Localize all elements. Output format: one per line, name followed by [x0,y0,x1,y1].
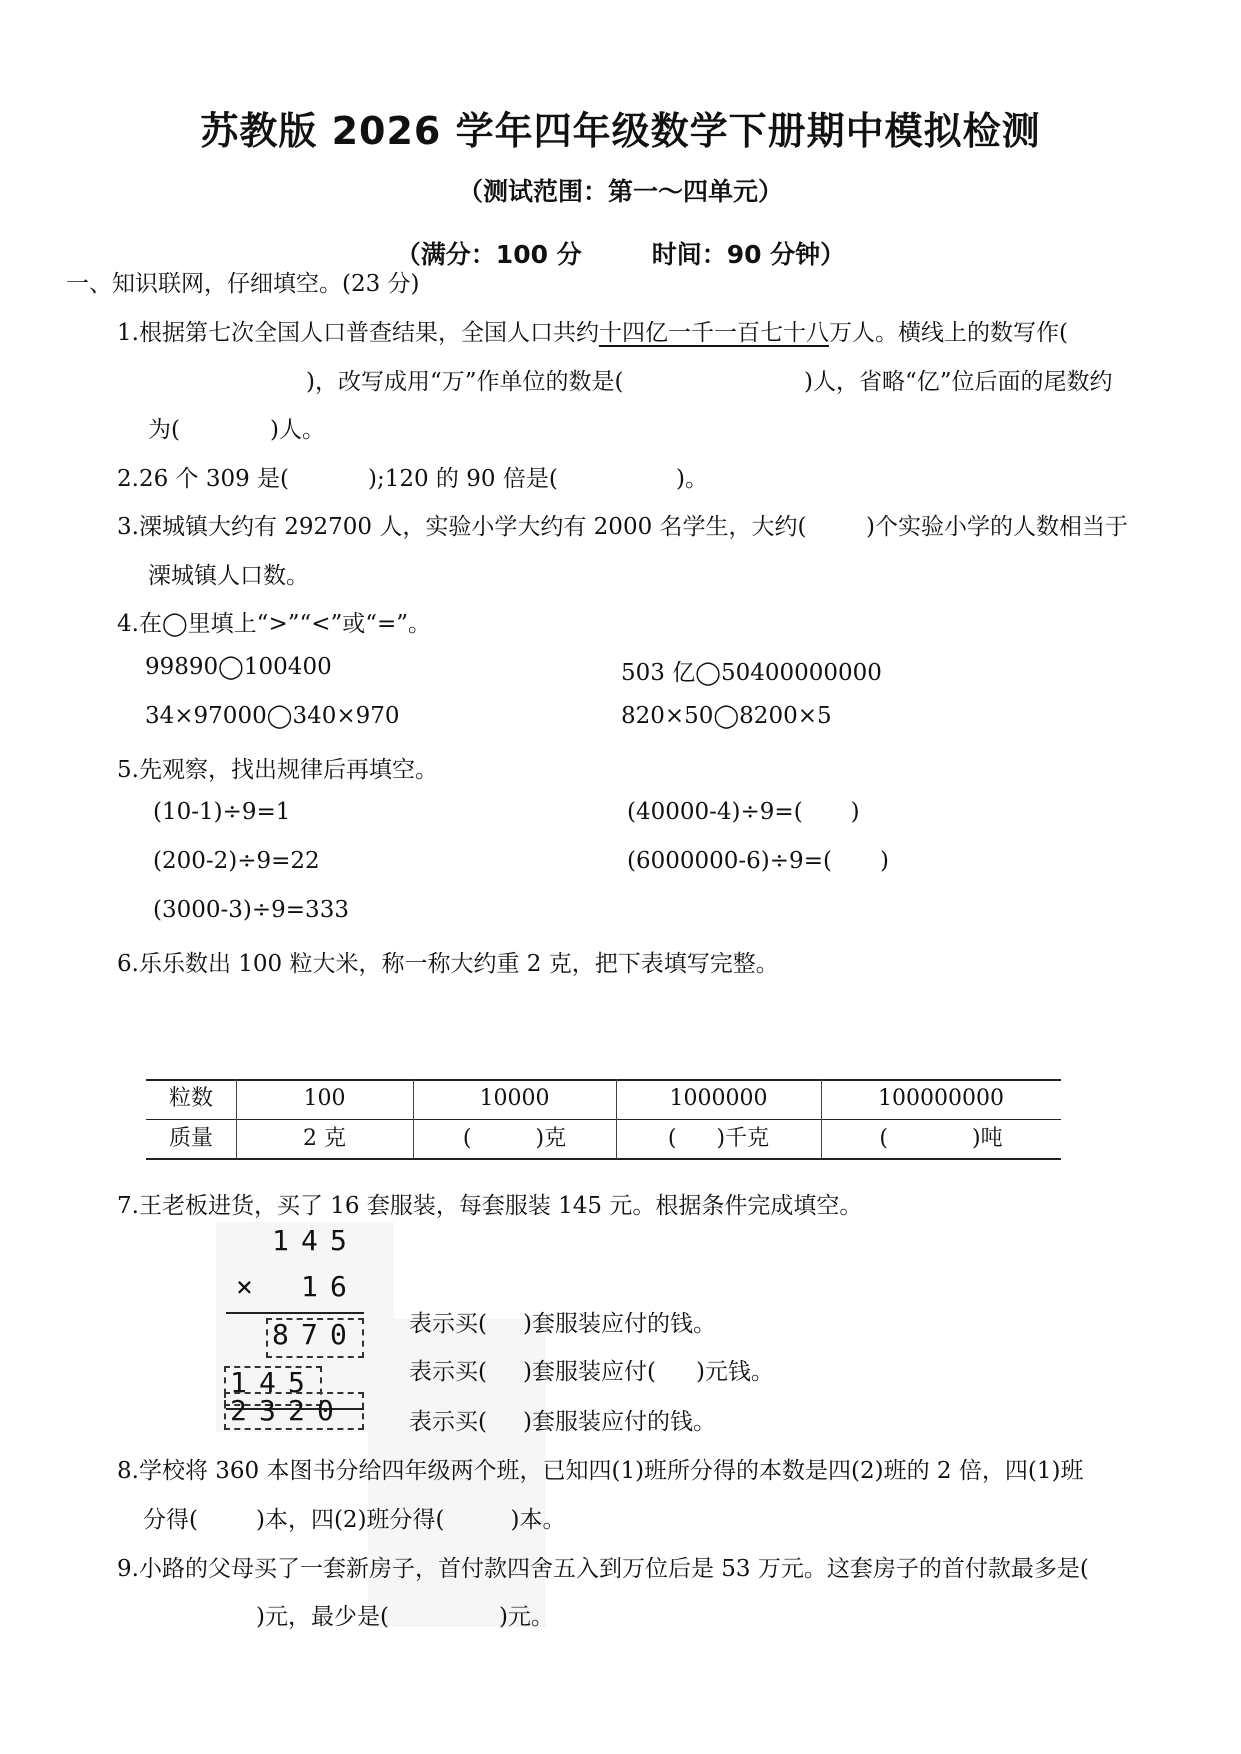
multiply-sign: × [236,1270,253,1303]
question-1-line-3b: )人。 [270,417,325,443]
table-cell: 质量 [168,1126,213,1151]
question-3-a: 3.溧城镇大约有 292700 人，实验小学大约有 2000 名学生，大约( [117,514,807,540]
underlined-number-words: 十四亿一千一百七十八 [598,320,829,346]
question-9-line-2: )元，最少是( )元。 [256,1604,554,1630]
compare-item: 99890◯100400 [145,654,332,680]
q7-line-2: 表示买( )套服装应付( )元钱。 [409,1359,774,1385]
pattern-left: (3000-3)÷9=333 [153,897,349,923]
digit: 0 [330,1318,347,1351]
table-cell: 1000000 [669,1086,768,1111]
question-7-text: 7.王老板进货，买了 16 套服装，每套服装 145 元。根据条件完成填空。 [117,1193,863,1219]
table-cell: 粒数 [168,1086,213,1111]
question-8-line-2: 分得( )本，四(2)班分得( )本。 [143,1507,566,1533]
full-score: （满分：100 分 [395,240,582,269]
digit: 4 [301,1224,318,1257]
test-scope: （测试范围：第一～四单元） [457,177,783,206]
table-cell: 100000000 [878,1086,1004,1111]
digit: 1 [272,1224,289,1257]
question-3-b: )个实验小学的人数相当于 [866,514,1128,540]
digit: 1 [301,1270,318,1303]
question-2-a: 2.26 个 309 是( [117,466,290,492]
table-cell: 10000 [479,1086,550,1111]
question-9-line-1: 9.小路的父母买了一套新房子，首付款四舍五入到万位后是 53 万元。这套房子的首付款最多是( [117,1556,1089,1582]
table-cell: ( )千克 [667,1126,770,1151]
digit: 5 [330,1224,347,1257]
rice-table [146,1079,1061,1159]
question-1-line-2b: )人，省略“亿”位后面的尾数约 [804,369,1113,395]
digit: 5 [288,1366,305,1399]
question-2-b: );120 的 90 倍是( [368,466,558,492]
table-cell: 2 克 [303,1126,346,1151]
pattern-left: (200-2)÷9=22 [153,848,320,874]
question-2-c: )。 [676,466,708,492]
digit: 2 [288,1394,305,1427]
table-row [146,1079,1061,1119]
digit: 0 [317,1394,334,1427]
page-title: 苏教版 2026 学年四年级数学下册期中模拟检测 [200,109,1041,153]
question-1-line-3a: 为( [148,417,180,443]
digit: 1 [230,1366,247,1399]
table-row [146,1119,1061,1159]
compare-item: 820×50◯8200×5 [621,703,832,729]
result-line [226,1312,364,1314]
question-4-text: 4.在◯里填上“>”“<”或“=”。 [117,611,432,637]
digit: 4 [259,1366,276,1399]
digit: 2 [230,1394,247,1427]
question-6-text: 6.乐乐数出 100 粒大米，称一称大约重 2 克，把下表填写完整。 [117,951,779,977]
question-1-line-1: 1.根据第七次全国人口普查结果，全国人口共约十四亿一千一百七十八万人。横线上的数写作( [117,320,1068,346]
question-3-line-2: 溧城镇人口数。 [148,563,309,589]
compare-item: 34×97000◯340×970 [145,703,400,729]
q7-line-1: 表示买( )套服装应付的钱。 [409,1311,716,1337]
compare-item: 503 亿◯50400000000 [621,660,882,686]
pattern-right: (40000-4)÷9=( ) [627,799,860,825]
q7-line-3: 表示买( )套服装应付的钱。 [409,1409,716,1435]
question-8-line-1: 8.学校将 360 本图书分给四年级两个班，已知四(1)班所分得的本数是四(2)班的 2 倍，四(1)班 [117,1458,1084,1484]
table-cell: 100 [303,1086,346,1111]
question-5-text: 5.先观察，找出规律后再填空。 [117,757,438,783]
question-1-line-2a: )，改写成用“万”作单位的数是( [306,369,624,395]
time-limit: 时间：90 分钟） [651,240,846,269]
digit: 7 [301,1318,318,1351]
table-cell: ( )克 [462,1126,567,1151]
pattern-right: (6000000-6)÷9=( ) [627,848,889,874]
digit: 8 [272,1318,289,1351]
section-heading: 一、知识联网，仔细填空。(23 分) [66,271,420,297]
pattern-left: (10-1)÷9=1 [153,799,291,825]
digit: 3 [259,1394,276,1427]
table-cell: ( )吨 [879,1126,1003,1151]
digit: 6 [330,1270,347,1303]
